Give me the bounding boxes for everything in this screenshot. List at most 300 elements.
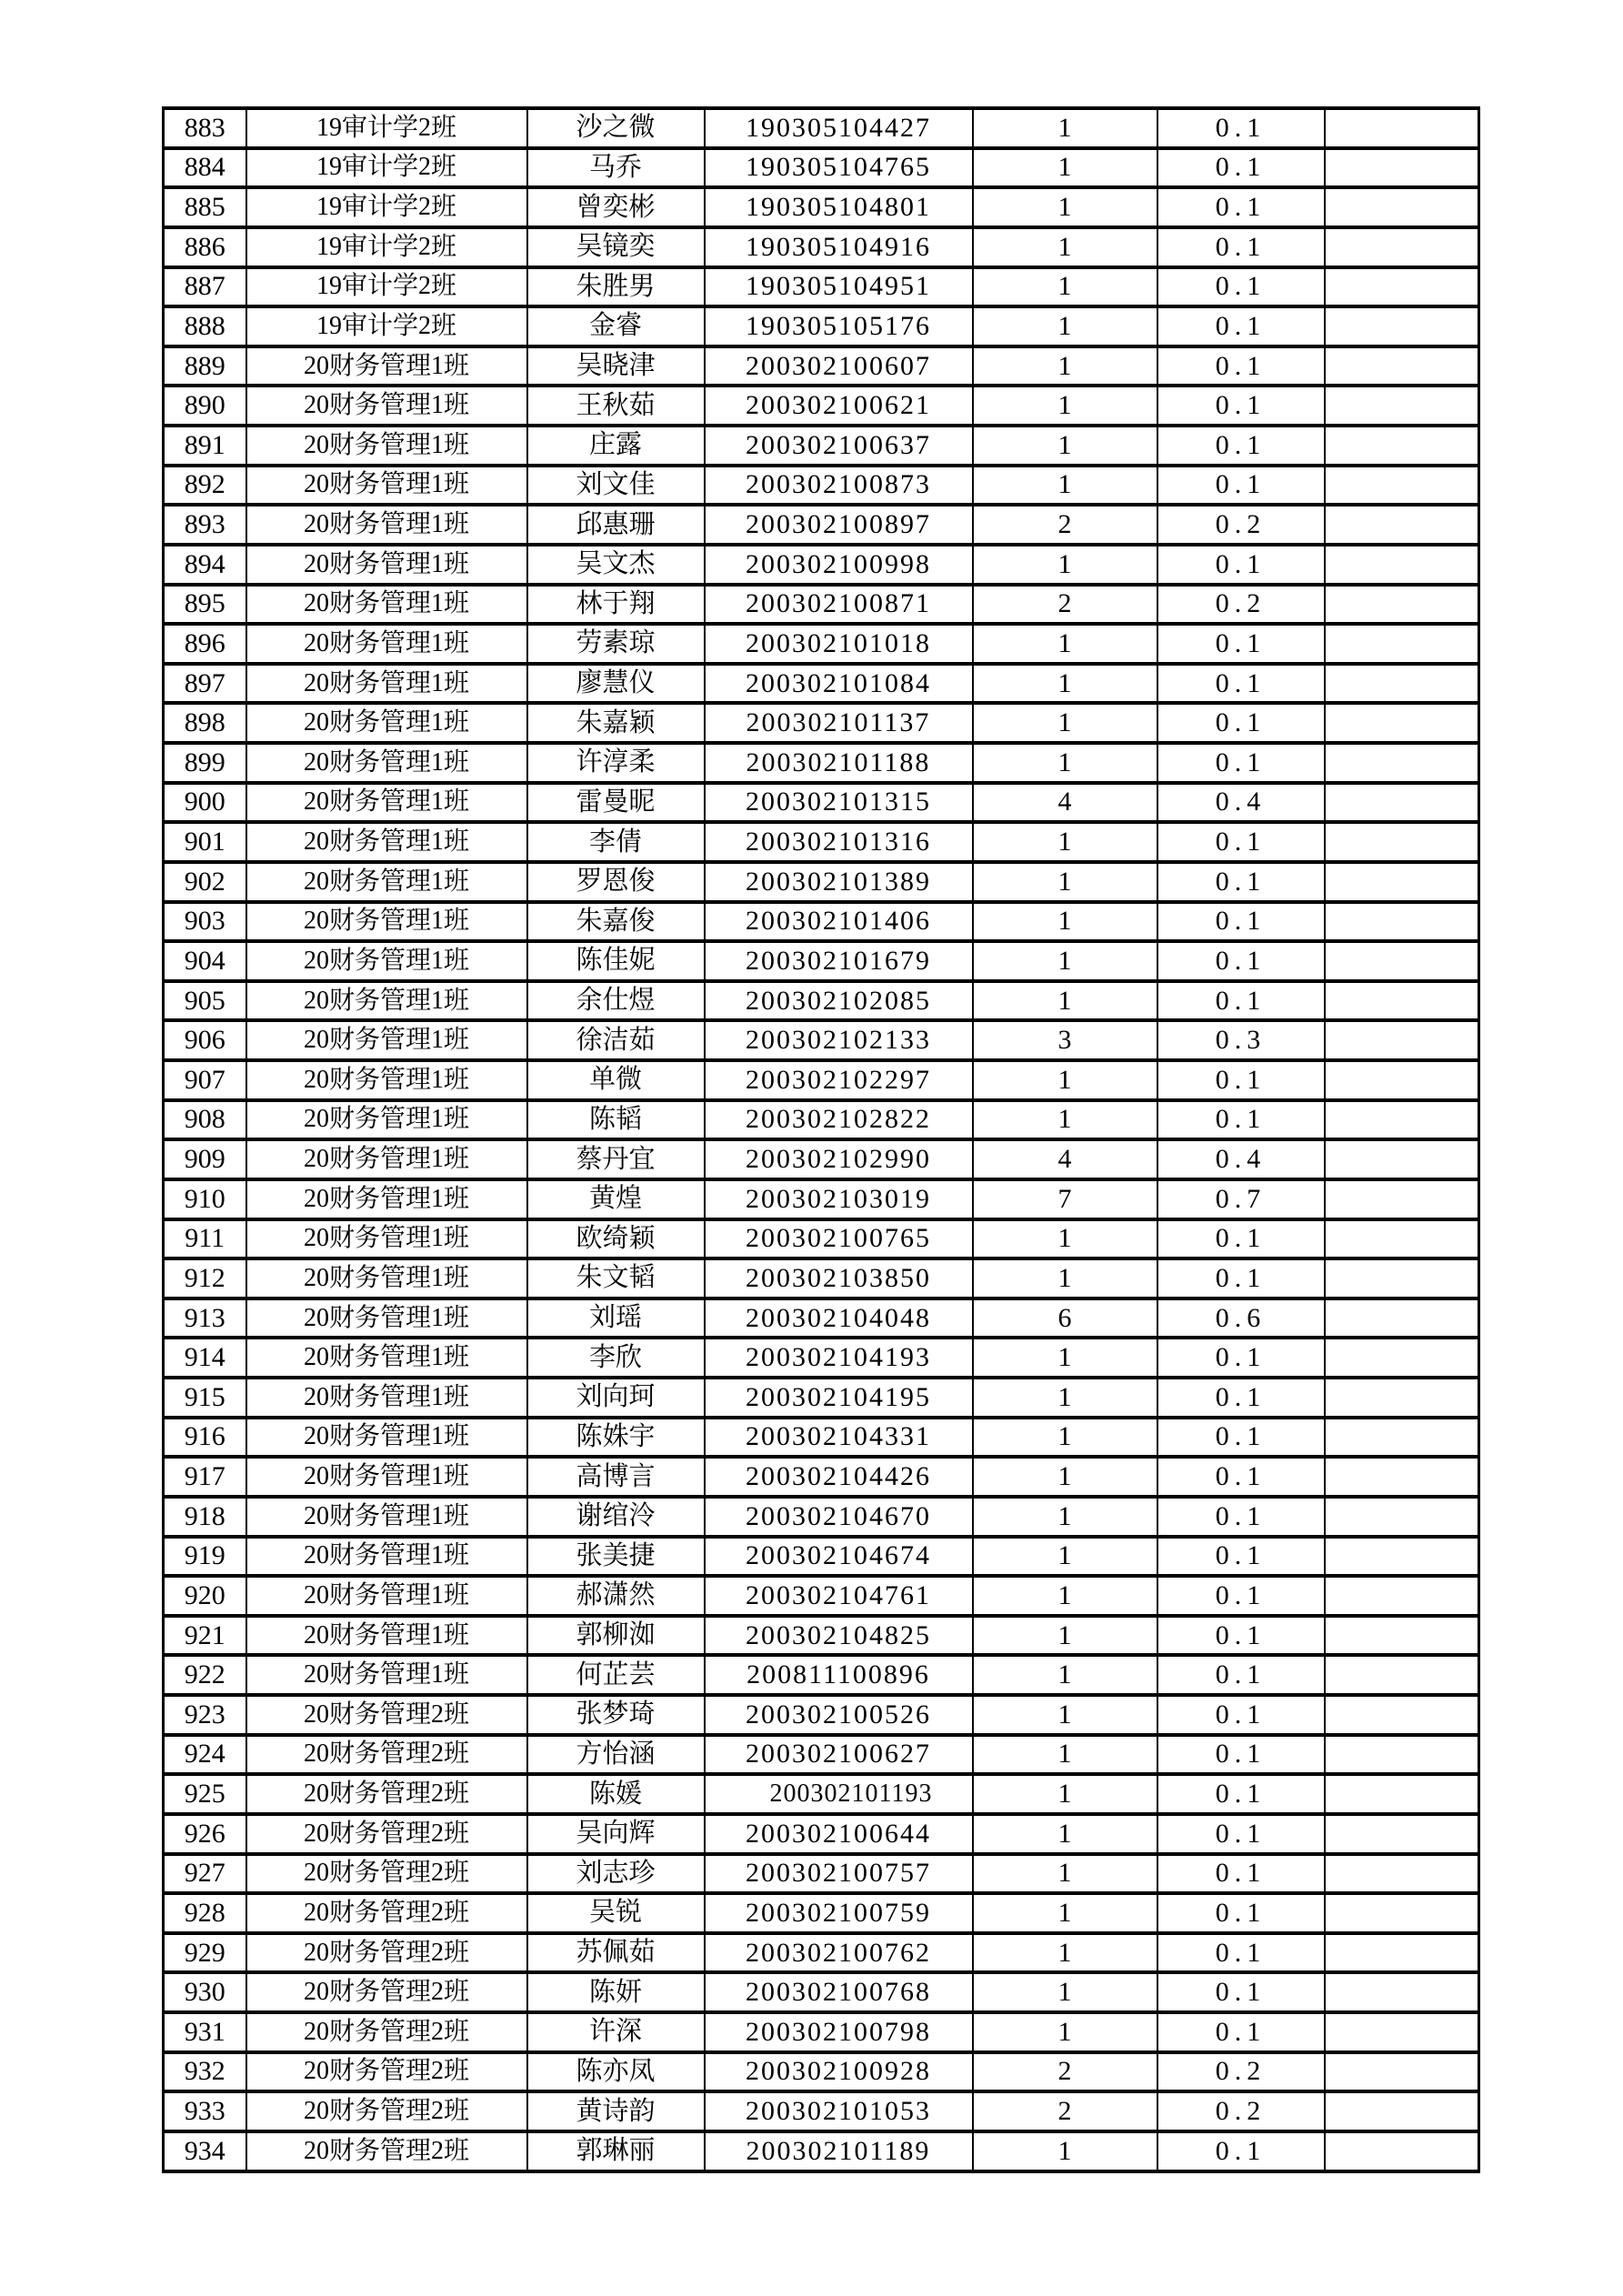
- cell-empty: [1325, 1298, 1479, 1338]
- cell-empty: [1325, 1854, 1479, 1894]
- cell-student-id: 200302100873: [705, 466, 973, 506]
- cell-score: 0.1: [1157, 148, 1325, 188]
- cell-score: 0.1: [1157, 1219, 1325, 1259]
- cell-empty: [1325, 1972, 1479, 2012]
- cell-class-name: 20财务管理1班: [246, 1537, 527, 1577]
- table-row: [164, 1972, 1479, 2012]
- table-row: [164, 743, 1479, 783]
- cell-class-name: 20财务管理1班: [246, 1219, 527, 1259]
- cell-count: 2: [973, 505, 1157, 545]
- cell-row-number: 889: [164, 346, 246, 386]
- cell-class-name: 20财务管理1班: [246, 783, 527, 823]
- cell-score: 0.1: [1157, 1457, 1325, 1497]
- cell-count: 1: [973, 1418, 1157, 1458]
- cell-student-name: 刘文佳: [527, 466, 705, 506]
- cell-score: 0.1: [1157, 1060, 1325, 1100]
- cell-score: 0.1: [1157, 1893, 1325, 1933]
- cell-score: 0.1: [1157, 466, 1325, 506]
- cell-row-number: 912: [164, 1258, 246, 1298]
- cell-empty: [1325, 2091, 1479, 2131]
- cell-score: 0.1: [1157, 545, 1325, 585]
- cell-class-name: 20财务管理1班: [246, 466, 527, 506]
- cell-student-id: 200302102133: [705, 1020, 973, 1060]
- cell-count: 1: [973, 1338, 1157, 1378]
- cell-score: 0.1: [1157, 1100, 1325, 1140]
- cell-score: 0.1: [1157, 1616, 1325, 1656]
- cell-empty: [1325, 1219, 1479, 1259]
- cell-student-name: 劳素琼: [527, 624, 705, 664]
- cell-count: 1: [973, 1497, 1157, 1537]
- table-row: [164, 2131, 1479, 2171]
- cell-row-number: 904: [164, 941, 246, 981]
- cell-count: 1: [973, 1814, 1157, 1854]
- cell-empty: [1325, 1179, 1479, 1219]
- cell-student-id: 200302102297: [705, 1060, 973, 1100]
- cell-row-number: 894: [164, 545, 246, 585]
- cell-count: 1: [973, 862, 1157, 902]
- cell-student-id: 200302100607: [705, 346, 973, 386]
- cell-student-id: 200302100621: [705, 386, 973, 426]
- table-row: [164, 2091, 1479, 2131]
- cell-count: 1: [973, 981, 1157, 1021]
- cell-count: 6: [973, 1298, 1157, 1338]
- table-row: [164, 1457, 1479, 1497]
- cell-class-name: 20财务管理2班: [246, 1854, 527, 1894]
- cell-row-number: 891: [164, 426, 246, 466]
- cell-row-number: 917: [164, 1457, 246, 1497]
- cell-row-number: 890: [164, 386, 246, 426]
- cell-row-number: 887: [164, 267, 246, 307]
- cell-student-name: 罗恩俊: [527, 862, 705, 902]
- cell-row-number: 921: [164, 1616, 246, 1656]
- cell-student-name: 朱文韬: [527, 1258, 705, 1298]
- cell-score: 0.7: [1157, 1179, 1325, 1219]
- cell-row-number: 927: [164, 1854, 246, 1894]
- cell-class-name: 19审计学2班: [246, 267, 527, 307]
- table-row: [164, 426, 1479, 466]
- table-row: [164, 505, 1479, 545]
- cell-student-id: 200302101389: [705, 862, 973, 902]
- table-row: [164, 1854, 1479, 1894]
- cell-count: 1: [973, 2012, 1157, 2052]
- cell-count: 3: [973, 1020, 1157, 1060]
- cell-student-id: 200302104331: [705, 1418, 973, 1458]
- cell-class-name: 20财务管理1班: [246, 1100, 527, 1140]
- cell-score: 0.1: [1157, 941, 1325, 981]
- cell-count: 1: [973, 426, 1157, 466]
- cell-score: 0.1: [1157, 1537, 1325, 1577]
- cell-student-id: 200302104761: [705, 1576, 973, 1616]
- table-row: [164, 148, 1479, 188]
- cell-score: 0.1: [1157, 227, 1325, 267]
- cell-student-name: 雷曼昵: [527, 783, 705, 823]
- cell-count: 1: [973, 1774, 1157, 1814]
- table-row: [164, 1537, 1479, 1577]
- cell-student-id: 200302104193: [705, 1338, 973, 1378]
- cell-count: 1: [973, 148, 1157, 188]
- cell-score: 0.1: [1157, 386, 1325, 426]
- cell-score: 0.2: [1157, 505, 1325, 545]
- cell-student-id: 200302104195: [705, 1378, 973, 1418]
- cell-row-number: 896: [164, 624, 246, 664]
- cell-student-id: 200302102822: [705, 1100, 973, 1140]
- table-row: [164, 941, 1479, 981]
- cell-student-name: 陈妍: [527, 1972, 705, 2012]
- cell-score: 0.1: [1157, 267, 1325, 307]
- cell-student-name: 许淳柔: [527, 743, 705, 783]
- table-row: [164, 1497, 1479, 1537]
- cell-student-id: 200302100757: [705, 1854, 973, 1894]
- table-row: [164, 187, 1479, 227]
- table-row: [164, 1338, 1479, 1378]
- cell-empty: [1325, 624, 1479, 664]
- cell-student-name: 徐洁茹: [527, 1020, 705, 1060]
- cell-count: 4: [973, 783, 1157, 823]
- cell-empty: [1325, 1774, 1479, 1814]
- cell-row-number: 895: [164, 585, 246, 625]
- cell-class-name: 20财务管理2班: [246, 1893, 527, 1933]
- cell-student-name: 黄煌: [527, 1179, 705, 1219]
- cell-score: 0.1: [1157, 1258, 1325, 1298]
- cell-student-name: 陈媛: [527, 1774, 705, 1814]
- cell-count: 7: [973, 1179, 1157, 1219]
- cell-student-name: 刘瑶: [527, 1298, 705, 1338]
- cell-count: 1: [973, 1576, 1157, 1616]
- cell-student-id: 200302101018: [705, 624, 973, 664]
- table-row: [164, 624, 1479, 664]
- cell-count: 2: [973, 2091, 1157, 2131]
- cell-count: 1: [973, 1457, 1157, 1497]
- cell-class-name: 20财务管理1班: [246, 1338, 527, 1378]
- table-row: [164, 1100, 1479, 1140]
- cell-student-id: 200302101053: [705, 2091, 973, 2131]
- table-row: [164, 1378, 1479, 1418]
- cell-student-name: 余仕煜: [527, 981, 705, 1021]
- cell-student-name: 林于翔: [527, 585, 705, 625]
- cell-score: 0.1: [1157, 1497, 1325, 1537]
- cell-class-name: 20财务管理1班: [246, 1655, 527, 1695]
- cell-row-number: 934: [164, 2131, 246, 2171]
- cell-empty: [1325, 862, 1479, 902]
- cell-class-name: 20财务管理1班: [246, 624, 527, 664]
- cell-empty: [1325, 1060, 1479, 1100]
- cell-student-id: 200302102990: [705, 1139, 973, 1179]
- cell-count: 1: [973, 1854, 1157, 1894]
- table-row: [164, 1179, 1479, 1219]
- cell-row-number: 914: [164, 1338, 246, 1378]
- cell-count: 1: [973, 346, 1157, 386]
- cell-count: 1: [973, 703, 1157, 743]
- cell-empty: [1325, 902, 1479, 942]
- table-row: [164, 1695, 1479, 1735]
- cell-student-id: 200302101315: [705, 783, 973, 823]
- cell-student-name: 吴锐: [527, 1893, 705, 1933]
- cell-count: 1: [973, 822, 1157, 862]
- table-row: [164, 1258, 1479, 1298]
- cell-score: 0.1: [1157, 1576, 1325, 1616]
- cell-student-id: 200302100762: [705, 1933, 973, 1973]
- cell-row-number: 883: [164, 108, 246, 148]
- cell-count: 1: [973, 743, 1157, 783]
- table-row: [164, 1655, 1479, 1695]
- cell-student-id: 200302100526: [705, 1695, 973, 1735]
- cell-row-number: 915: [164, 1378, 246, 1418]
- cell-row-number: 925: [164, 1774, 246, 1814]
- cell-score: 0.1: [1157, 1378, 1325, 1418]
- cell-student-id: 190305104916: [705, 227, 973, 267]
- table-row: [164, 1893, 1479, 1933]
- table-row: [164, 664, 1479, 704]
- cell-score: 0.1: [1157, 1735, 1325, 1775]
- cell-student-name: 曾奕彬: [527, 187, 705, 227]
- cell-score: 0.1: [1157, 703, 1325, 743]
- cell-student-name: 李欣: [527, 1338, 705, 1378]
- table-row: [164, 466, 1479, 506]
- cell-student-id: 200302100765: [705, 1219, 973, 1259]
- cell-student-name: 陈亦凤: [527, 2052, 705, 2092]
- cell-student-name: 郭琳丽: [527, 2131, 705, 2171]
- table-row: [164, 862, 1479, 902]
- cell-empty: [1325, 267, 1479, 307]
- cell-count: 1: [973, 1695, 1157, 1735]
- cell-row-number: 898: [164, 703, 246, 743]
- cell-empty: [1325, 306, 1479, 346]
- cell-student-name: 陈姝宇: [527, 1418, 705, 1458]
- cell-score: 0.6: [1157, 1298, 1325, 1338]
- cell-student-id: 200302100637: [705, 426, 973, 466]
- cell-student-name: 朱嘉颖: [527, 703, 705, 743]
- cell-row-number: 930: [164, 1972, 246, 2012]
- cell-empty: [1325, 2131, 1479, 2171]
- cell-count: 1: [973, 187, 1157, 227]
- cell-row-number: 916: [164, 1418, 246, 1458]
- cell-student-name: 黄诗韵: [527, 2091, 705, 2131]
- cell-count: 1: [973, 466, 1157, 506]
- cell-empty: [1325, 783, 1479, 823]
- cell-class-name: 20财务管理1班: [246, 386, 527, 426]
- cell-score: 0.1: [1157, 1972, 1325, 2012]
- cell-empty: [1325, 505, 1479, 545]
- cell-count: 1: [973, 1258, 1157, 1298]
- cell-class-name: 20财务管理2班: [246, 1695, 527, 1735]
- cell-score: 0.2: [1157, 2052, 1325, 2092]
- cell-student-id: 200302100644: [705, 1814, 973, 1854]
- cell-empty: [1325, 664, 1479, 704]
- cell-student-name: 郝潇然: [527, 1576, 705, 1616]
- cell-student-name: 邱惠珊: [527, 505, 705, 545]
- cell-class-name: 20财务管理1班: [246, 1616, 527, 1656]
- cell-count: 1: [973, 664, 1157, 704]
- cell-empty: [1325, 1020, 1479, 1060]
- table-row: [164, 1774, 1479, 1814]
- table-row: [164, 902, 1479, 942]
- cell-class-name: 20财务管理2班: [246, 1972, 527, 2012]
- cell-empty: [1325, 1139, 1479, 1179]
- cell-row-number: 910: [164, 1179, 246, 1219]
- cell-student-name: 陈韬: [527, 1100, 705, 1140]
- cell-class-name: 20财务管理1班: [246, 346, 527, 386]
- cell-class-name: 20财务管理1班: [246, 1378, 527, 1418]
- cell-row-number: 902: [164, 862, 246, 902]
- cell-student-id: 200302101137: [705, 703, 973, 743]
- cell-score: 0.1: [1157, 902, 1325, 942]
- cell-student-id: 200302101084: [705, 664, 973, 704]
- cell-student-id: 200302100759: [705, 1893, 973, 1933]
- cell-student-name: 何芷芸: [527, 1655, 705, 1695]
- cell-student-name: 吴文杰: [527, 545, 705, 585]
- cell-student-name: 吴晓津: [527, 346, 705, 386]
- cell-student-name: 刘志珍: [527, 1854, 705, 1894]
- cell-count: 1: [973, 1933, 1157, 1973]
- cell-student-id: 200302100928: [705, 2052, 973, 2092]
- cell-student-id: 200302103850: [705, 1258, 973, 1298]
- cell-count: 1: [973, 1100, 1157, 1140]
- cell-empty: [1325, 187, 1479, 227]
- table-row: [164, 1576, 1479, 1616]
- cell-count: 1: [973, 1655, 1157, 1695]
- cell-student-id: 190305104427: [705, 108, 973, 148]
- cell-score: 0.1: [1157, 822, 1325, 862]
- cell-empty: [1325, 585, 1479, 625]
- cell-count: 1: [973, 1616, 1157, 1656]
- cell-class-name: 20财务管理1班: [246, 1298, 527, 1338]
- cell-score: 0.1: [1157, 306, 1325, 346]
- cell-row-number: 886: [164, 227, 246, 267]
- cell-score: 0.1: [1157, 1933, 1325, 1973]
- cell-student-name: 单微: [527, 1060, 705, 1100]
- cell-class-name: 20财务管理1班: [246, 505, 527, 545]
- cell-empty: [1325, 743, 1479, 783]
- cell-empty: [1325, 1616, 1479, 1656]
- cell-class-name: 20财务管理2班: [246, 1735, 527, 1775]
- table-row: [164, 981, 1479, 1021]
- cell-student-id: 200302104670: [705, 1497, 973, 1537]
- cell-student-id: 200302101188: [705, 743, 973, 783]
- cell-class-name: 20财务管理1班: [246, 1179, 527, 1219]
- cell-class-name: 20财务管理1班: [246, 1418, 527, 1458]
- table-row: [164, 1735, 1479, 1775]
- cell-score: 0.1: [1157, 426, 1325, 466]
- cell-class-name: 20财务管理1班: [246, 1060, 527, 1100]
- table-row: [164, 1219, 1479, 1259]
- cell-student-id: 190305105176: [705, 306, 973, 346]
- cell-student-name: 张梦琦: [527, 1695, 705, 1735]
- cell-count: 2: [973, 2052, 1157, 2092]
- cell-row-number: 884: [164, 148, 246, 188]
- cell-score: 0.1: [1157, 1814, 1325, 1854]
- table-row: [164, 306, 1479, 346]
- cell-row-number: 929: [164, 1933, 246, 1973]
- table-row: [164, 2012, 1479, 2052]
- cell-student-name: 苏佩茹: [527, 1933, 705, 1973]
- table-row: [164, 822, 1479, 862]
- cell-student-name: 马乔: [527, 148, 705, 188]
- cell-class-name: 20财务管理2班: [246, 1814, 527, 1854]
- cell-student-id: 200302101193: [705, 1774, 973, 1814]
- cell-row-number: 924: [164, 1735, 246, 1775]
- cell-score: 0.1: [1157, 2131, 1325, 2171]
- cell-student-id: 200302104426: [705, 1457, 973, 1497]
- table-row: [164, 1060, 1479, 1100]
- cell-student-name: 金睿: [527, 306, 705, 346]
- cell-score: 0.1: [1157, 187, 1325, 227]
- cell-student-id: 190305104951: [705, 267, 973, 307]
- cell-row-number: 922: [164, 1655, 246, 1695]
- cell-empty: [1325, 1735, 1479, 1775]
- table-row: [164, 545, 1479, 585]
- cell-student-id: 200302101189: [705, 2131, 973, 2171]
- cell-row-number: 913: [164, 1298, 246, 1338]
- cell-empty: [1325, 1457, 1479, 1497]
- cell-score: 0.1: [1157, 743, 1325, 783]
- cell-student-name: 庄露: [527, 426, 705, 466]
- table-row: [164, 1139, 1479, 1179]
- cell-score: 0.4: [1157, 783, 1325, 823]
- cell-row-number: 919: [164, 1537, 246, 1577]
- cell-empty: [1325, 1378, 1479, 1418]
- cell-student-name: 蔡丹宜: [527, 1139, 705, 1179]
- cell-student-id: 200302100627: [705, 1735, 973, 1775]
- cell-class-name: 19审计学2班: [246, 187, 527, 227]
- cell-score: 0.1: [1157, 1695, 1325, 1735]
- cell-score: 0.4: [1157, 1139, 1325, 1179]
- table-row: [164, 1933, 1479, 1973]
- cell-student-id: 200302101679: [705, 941, 973, 981]
- cell-class-name: 20财务管理1班: [246, 664, 527, 704]
- cell-student-name: 高博言: [527, 1457, 705, 1497]
- cell-student-id: 190305104765: [705, 148, 973, 188]
- cell-row-number: 918: [164, 1497, 246, 1537]
- cell-student-id: 200302104048: [705, 1298, 973, 1338]
- cell-class-name: 19审计学2班: [246, 306, 527, 346]
- cell-class-name: 20财务管理2班: [246, 2091, 527, 2131]
- table-row: [164, 346, 1479, 386]
- cell-row-number: 908: [164, 1100, 246, 1140]
- cell-student-id: 200302101406: [705, 902, 973, 942]
- cell-class-name: 19审计学2班: [246, 227, 527, 267]
- table-row: [164, 227, 1479, 267]
- cell-empty: [1325, 1933, 1479, 1973]
- cell-score: 0.1: [1157, 664, 1325, 704]
- cell-count: 1: [973, 1893, 1157, 1933]
- cell-class-name: 20财务管理1班: [246, 1020, 527, 1060]
- cell-student-id: 200302100897: [705, 505, 973, 545]
- cell-count: 1: [973, 1219, 1157, 1259]
- cell-class-name: 20财务管理1班: [246, 703, 527, 743]
- cell-student-id: 200302102085: [705, 981, 973, 1021]
- table-row: [164, 1616, 1479, 1656]
- cell-score: 0.1: [1157, 981, 1325, 1021]
- cell-row-number: 923: [164, 1695, 246, 1735]
- cell-student-id: 200302104825: [705, 1616, 973, 1656]
- cell-score: 0.2: [1157, 585, 1325, 625]
- cell-class-name: 20财务管理1班: [246, 981, 527, 1021]
- cell-row-number: 899: [164, 743, 246, 783]
- table-row: [164, 1418, 1479, 1458]
- cell-count: 4: [973, 1139, 1157, 1179]
- cell-class-name: 20财务管理1班: [246, 1497, 527, 1537]
- cell-count: 1: [973, 2131, 1157, 2171]
- cell-class-name: 20财务管理1班: [246, 862, 527, 902]
- cell-student-name: 廖慧仪: [527, 664, 705, 704]
- cell-row-number: 933: [164, 2091, 246, 2131]
- table-row: [164, 267, 1479, 307]
- cell-class-name: 20财务管理2班: [246, 1774, 527, 1814]
- cell-student-name: 沙之微: [527, 108, 705, 148]
- cell-empty: [1325, 1695, 1479, 1735]
- cell-student-name: 欧绮颖: [527, 1219, 705, 1259]
- cell-empty: [1325, 1418, 1479, 1458]
